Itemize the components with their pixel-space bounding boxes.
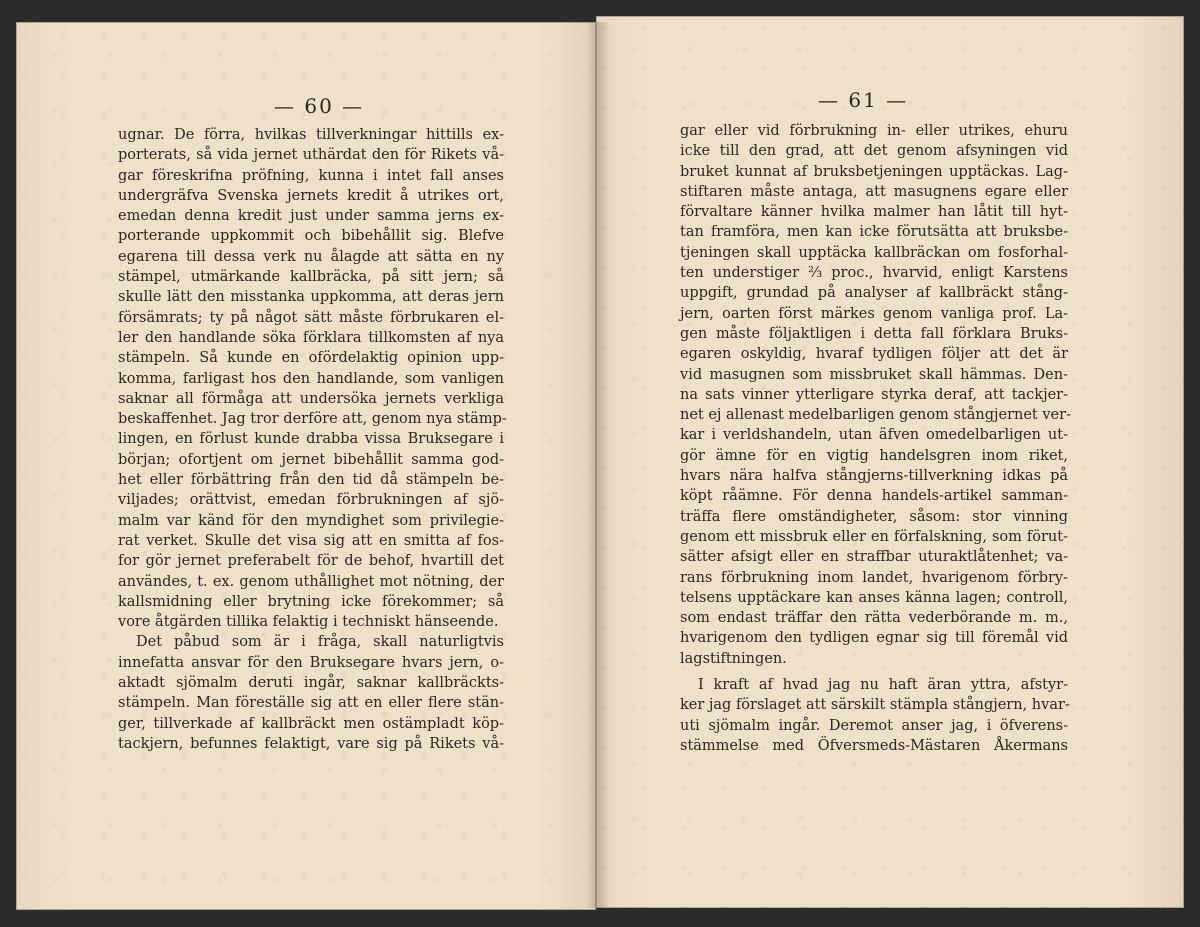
text-line: gar föreskrifna pröfning, kunna i intet fall anses [118, 167, 504, 184]
text-line: stämpel, utmärkande kallbräcka, på sitt jern; så [118, 269, 504, 286]
text-line: kallsmidning eller brytning icke förekommer; så [118, 593, 504, 610]
left-page [16, 22, 596, 910]
text-line: beskaffenhet. Jag tror derföre att, genom nya stämp- [118, 411, 507, 428]
text-line: stämmelse med Öfversmeds-Mästaren Åkermans [680, 737, 1068, 754]
page-number-left: — 60 — [274, 94, 365, 118]
text-line: början; ofortjent om jernet bibehållit samma god- [118, 451, 504, 468]
text-line: sätter afsigt eller en straffbar uturaktlåtenhet; va- [680, 549, 1068, 566]
text-line: tjeningen skall upptäcka kallbräckan om fosforhal- [680, 244, 1068, 261]
text-line: stiftaren måste antaga, att masugnens egare eller [680, 183, 1068, 200]
left-page-text [118, 125, 507, 754]
text-line: rans förbrukning inom landet, hvarigenom förbry- [680, 569, 1068, 586]
text-line: gar eller vid förbrukning in- eller utrikes, ehuru [680, 123, 1068, 139]
text-line: uppgift, grundad på analyser af kallbräckt stång- [680, 285, 1068, 302]
text-line: malm var känd för den myndighet som privilegie- [118, 512, 504, 529]
text-line: porterande uppkommit och bibehållit sig. Blefve [118, 228, 504, 245]
text-line: telsens upptäckare kan anses känna lagen; controll, [680, 589, 1068, 606]
text-line: försämrats; ty på något sätt måste förbrukaren el- [118, 309, 504, 326]
text-line: for gör jernet preferabelt för de behof, hvartill det [118, 553, 504, 570]
text-line: ugnar. De förra, hvilkas tillverkningar hittills ex- [118, 127, 504, 143]
text-line: aktadt sjömalm deruti ingår, saknar kallbräckts- [118, 675, 504, 692]
text-line: saknar all förmåga att undersöka jernets verkliga [118, 390, 504, 407]
text-line: vore åtgärden tillika felaktig i techniskt hänseende. [118, 614, 499, 631]
page-number-right: — 61 — [818, 88, 909, 112]
text-line: uti sjömalm ingår. Deremot anser jag, i öfverens- [680, 717, 1068, 734]
text-line: ker jag förslaget att särskilt stämpla stångjern, hvar- [680, 697, 1070, 714]
text-line: hvarigenom den tydligen egnar sig till föremål vid [680, 630, 1068, 647]
text-line: emedan denna kredit just under samma jerns ex- [118, 208, 504, 225]
text-line: rat verket. Skulle det visa sig att en smitta af fos- [118, 532, 504, 549]
text-line: lagstiftningen. [680, 650, 787, 667]
text-line: genom ett missbruk eller en förfalskning, som förut- [680, 528, 1068, 545]
text-line: stämpeln. Man föreställe sig att en eller flere stän- [118, 695, 504, 712]
text-line: na sats vinner ytterligare styrka deraf, att tackjer- [680, 386, 1068, 403]
text-line: ler den handlande söka förklara tillkomsten af nya [118, 329, 504, 346]
text-line: köpt råämne. För denna handels-artikel samman- [680, 488, 1068, 505]
text-line: undergräfva Svenska jernets kredit å utrikes ort, [118, 187, 504, 204]
text-line: I kraft af hvad jag nu haft äran yttra, afstyr- [698, 677, 1068, 694]
right-page [596, 16, 1184, 908]
text-line: Det påbud som är i fråga, skall naturligtvis [136, 634, 504, 651]
text-line: lingen, en förlust kunde drabba vissa Bruksegare i [118, 431, 504, 448]
text-line: vid masugnen som missbruket skall hämmas. Den- [680, 366, 1068, 383]
text-line: tan framföra, men kan icke förutsätta att bruksbe- [680, 224, 1068, 241]
text-line: som endast träffar den rätta vederbörande m. m., [680, 610, 1068, 627]
text-line: egarena till dessa verk nu ålagde att sätta en ny [118, 248, 504, 265]
text-line: ten understiger ⅔ proc., hvarvid, enligt Karstens [680, 265, 1068, 282]
text-line: net ej allenast medelbarligen genom stångjernet ver- [680, 407, 1071, 424]
text-line: ger, tillverkade af kallbräckt men ostämpladt köp- [118, 715, 504, 732]
text-line: gör ämne för en vigtig handelsgren inom riket, [680, 447, 1068, 464]
text-line: porterats, så vida jernet uthärdat den för Rikets vå- [118, 147, 504, 164]
text-line: förvaltare känner hvilka malmer han låtit till hyt- [680, 204, 1068, 221]
text-line: komma, farligast hos den handlande, som vanligen [118, 370, 504, 387]
text-line: tackjern, befunnes felaktigt, vare sig på Rikets vå- [118, 735, 504, 752]
text-line: icke till den grad, att det genom afsyningen vid [680, 143, 1068, 160]
text-line: användes, t. ex. genom uthållighet mot nötning, der [118, 573, 504, 590]
text-line: bruket kunnat af bruksbetjeningen upptäckas. Lag- [680, 163, 1068, 180]
text-line: hvars nära halfva stångjerns-tillverkning idkas på [680, 468, 1068, 485]
text-line: innefatta ansvar för den Bruksegare hvars jern, o- [118, 654, 504, 671]
text-line: kar i verldshandeln, utan äfven omedelbarligen ut- [680, 427, 1068, 444]
text-line: het eller förbättring från den tid då stämpeln be- [118, 472, 504, 489]
text-line: viljades; orättvist, emedan förbrukningen af sjö- [118, 492, 504, 509]
text-line: träffa flere omständigheter, såsom: stor vinning [680, 508, 1068, 525]
text-line: stämpeln. Så kunde en ofördelaktig opinion upp- [118, 350, 504, 367]
text-line: gen måste följaktligen i detta fall förklara Bruks- [680, 325, 1068, 342]
text-line: egaren oskyldig, hvaraf tydligen följer att det är [680, 346, 1068, 363]
right-page-text [680, 121, 1071, 756]
text-line: skulle lätt den misstanka uppkomma, att deras jern [118, 289, 504, 306]
text-line: jern, oarten först märkes genom vanliga prof. La- [680, 305, 1068, 322]
